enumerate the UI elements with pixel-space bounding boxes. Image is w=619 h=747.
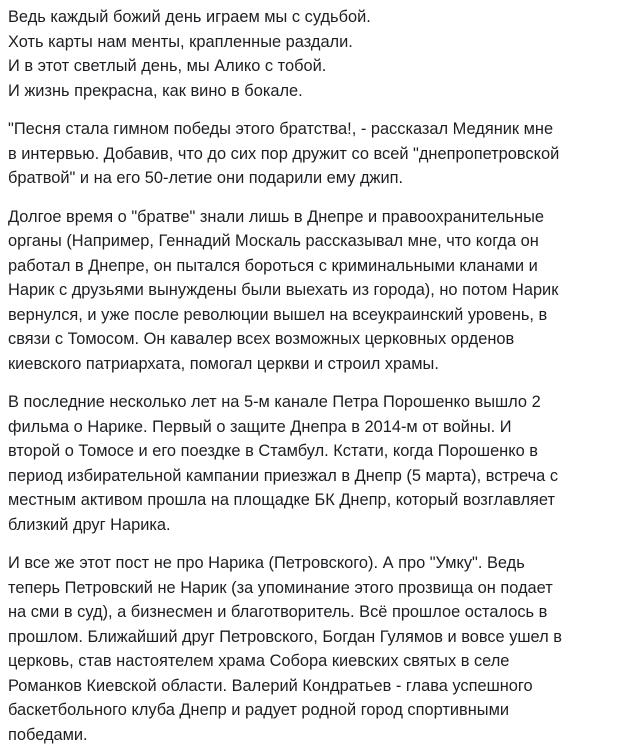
text-line: И все же этот пост не про Нарика (Петровского). А про "Умку". Ведь (8, 551, 611, 576)
text-line: Долгое время о "братве" знали лишь в Днепре и правоохранительные (8, 205, 611, 230)
text-line: баскетбольного клуба Днепр и радует родной город спортивными (8, 698, 611, 723)
text-line: близкий друг Нарика. (8, 513, 611, 538)
text-line: местным активом прошла на площадке БК Днепр, который возглавляет (8, 488, 611, 513)
text-line: братвой" и на его 50-летие они подарили ему джип. (8, 166, 611, 191)
text-line: В последние несколько лет на 5-м канале Петра Порошенко вышло 2 (8, 390, 611, 415)
text-line: Нарик с друзьями вынуждены были выехать из города), но потом Нарик (8, 278, 611, 303)
text-line: теперь Петровский не Нарик (за упоминание этого прозвища он подает (8, 576, 611, 601)
paragraph-quote (8, 117, 611, 191)
text-line: победами. (8, 723, 611, 747)
text-line: период избирательной кампании приезжал в Днепр (5 марта), встреча с (8, 464, 611, 489)
text-line: "Песня стала гимном победы этого братства!, - рассказал Медяник мне (8, 117, 611, 142)
paragraph-poem (8, 5, 611, 103)
text-line: работал в Днепре, он пытался бороться с криминальными кланами и (8, 254, 611, 279)
text-line: связи с Томосом. Он кавалер всех возможных церковных орденов (8, 327, 611, 352)
paragraph-films (8, 390, 611, 537)
text-line: органы (Например, Геннадий Москаль рассказывал мне, что когда он (8, 229, 611, 254)
text-line: вернулся, и уже после революции вышел на всеукраинский уровень, в (8, 303, 611, 328)
text-line: в интервью. Добавив, что до сих пор дружит со всей "днепропетровской (8, 142, 611, 167)
text-line: второй о Томосе и его поездке в Стамбул. Кстати, когда Порошенко в (8, 439, 611, 464)
paragraph-history (8, 205, 611, 377)
text-line: И в этот светлый день, мы Алико с тобой. (8, 54, 611, 79)
paragraph-umka (8, 551, 611, 747)
text-line: Ведь каждый божий день играем мы с судьбой. (8, 5, 611, 30)
text-line: фильма о Нарике. Первый о защите Днепра в 2014-м от войны. И (8, 415, 611, 440)
text-line: Хоть карты нам менты, крапленные раздали. (8, 30, 611, 55)
text-line: прошлом. Ближайший друг Петровского, Богдан Гулямов и вовсе ушел в (8, 625, 611, 650)
text-line: И жизнь прекрасна, как вино в бокале. (8, 79, 611, 104)
text-line: церковь, став настоятелем храма Собора киевских святых в селе (8, 649, 611, 674)
text-line: на сми в суд), а бизнесмен и благотворитель. Всё прошлое осталось в (8, 600, 611, 625)
text-line: Романков Киевской области. Валерий Кондратьев - глава успешного (8, 674, 611, 699)
text-line: киевского патриархата, помогал церкви и строил храмы. (8, 352, 611, 377)
